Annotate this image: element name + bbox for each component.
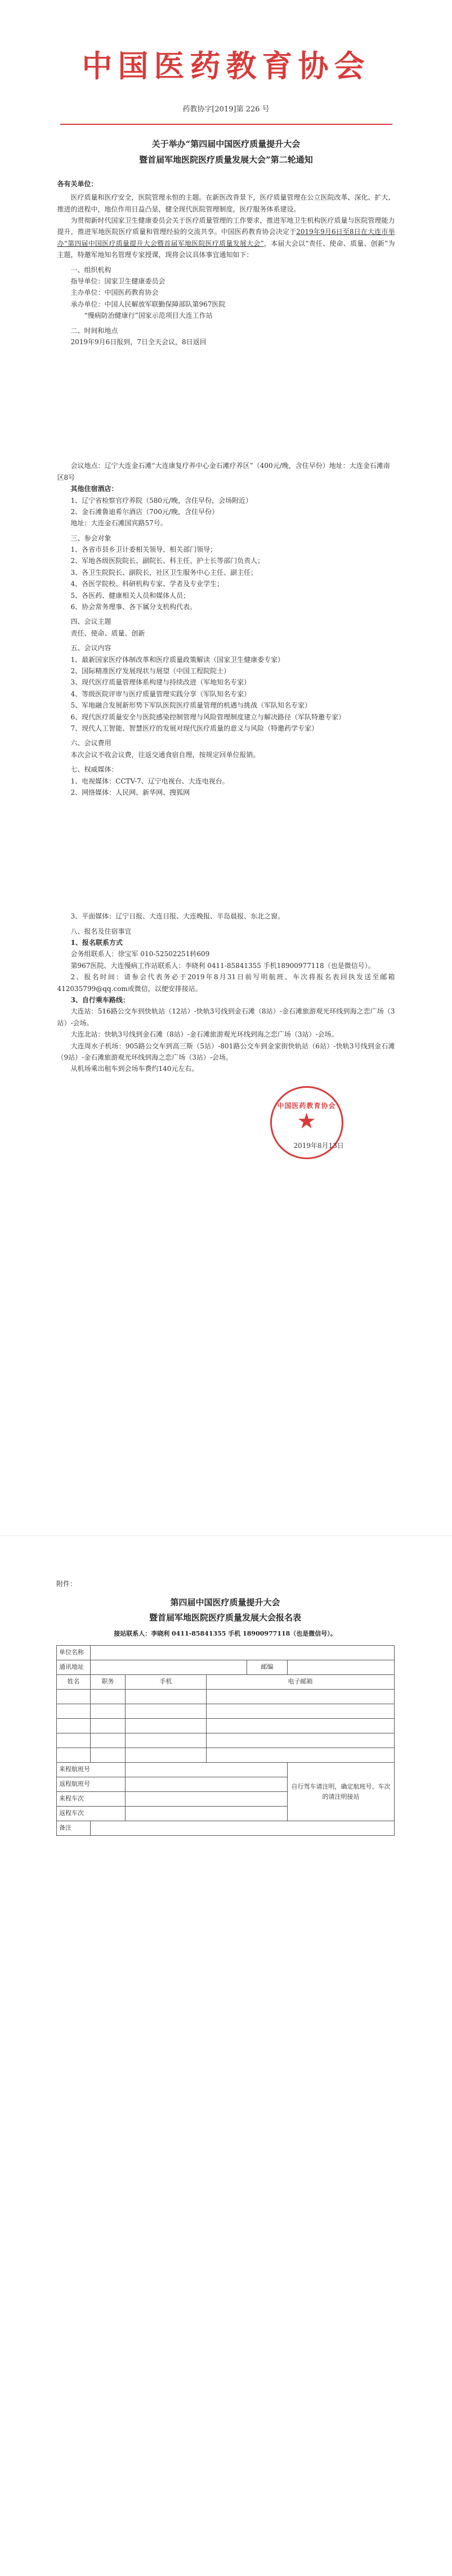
content-5: 5、军地融合发展新形势下军队医院医疗质量管理的机遇与挑战（军队知名专家） xyxy=(70,701,312,710)
venue xyxy=(57,460,395,483)
content-4: 4、等级医院评审与医疗质量管理实践分享（军队知名专家） xyxy=(70,690,251,698)
section-registration: 八、报名及住宿事宜 xyxy=(70,927,132,935)
fee: 本次会议不收会议费，往返交通食宿自理，按规定回单位报销。 xyxy=(70,750,260,759)
blank-space xyxy=(57,798,395,911)
registration-contact-1: 会务组联系人：徐宝军 010-52502251转609 xyxy=(70,950,210,958)
attendee-2: 2、军地各级医院院长、副院长、科主任、护士长等部门负责人； xyxy=(70,557,265,565)
position-header: 职务 xyxy=(91,1675,126,1690)
section-content: 五、会议内容 xyxy=(70,644,111,652)
attachment-title-1: 第四届中国医疗质量提升大会 xyxy=(170,1597,280,1608)
attendee-4: 4、各医学院校、科研机构专家、学者及专业学生； xyxy=(70,580,224,588)
addressee: 各有关单位： xyxy=(57,179,98,188)
signature-area xyxy=(57,1086,395,1170)
table-row xyxy=(57,1646,395,1660)
unit-label: 单位名称 xyxy=(57,1646,91,1660)
address-field[interactable] xyxy=(91,1660,247,1675)
table-row xyxy=(57,1675,395,1690)
notice-body xyxy=(57,178,395,1170)
postcode-label: 邮编 xyxy=(247,1660,288,1675)
signature-date: 2019年8月13日 xyxy=(293,1141,344,1150)
guide-label: 指导单位： xyxy=(70,277,105,286)
star-icon: ★ xyxy=(297,1108,316,1133)
event-date-highlight: 2019年9月6日至8日在大连市举办“第四届中国医疗质量提升大会暨首届军地医院医疗质量发展大会” xyxy=(57,228,395,247)
table-row xyxy=(57,1733,395,1748)
attachment xyxy=(56,1578,394,1836)
guide-unit xyxy=(57,276,395,287)
attachment-contact: 接站联系人：李晓利 0411-85841355 手机 18900977118（也是微信号）。 xyxy=(114,1630,337,1638)
organizer-unit-2: “慢病防治健康行”国家示范项目大连工作站 xyxy=(84,312,213,320)
organizer-value: 中国人民解放军联勤保障部队第967医院 xyxy=(104,300,226,308)
blank-space xyxy=(57,348,395,460)
route-north-station: 大连北站：快轨3号线到金石滩（8站）-金石滩旅游观光环线到海之恋广场（3站）-会场。 xyxy=(70,1030,338,1039)
attendee-6: 6、协会常务理事、各下属分支机构代表。 xyxy=(70,603,197,611)
return-train-field[interactable] xyxy=(126,1807,288,1821)
registration-form xyxy=(56,1645,394,1836)
postcode-field[interactable] xyxy=(288,1660,395,1675)
masthead xyxy=(0,0,452,125)
attachment-label: 附件： xyxy=(56,1580,77,1588)
registration-note: 2、报名时间：请参会代表务必于2019年8月31日前写明航班、车次将报名表回执发送至邮箱412035799@qq.com或微信，以便安排接站。 xyxy=(57,973,395,993)
name-header: 姓名 xyxy=(57,1675,91,1690)
arrival-flight-label: 来程航班号 xyxy=(57,1763,126,1777)
section-attendees: 三、参会对象 xyxy=(70,534,111,542)
organizer-unit xyxy=(57,299,395,310)
notice-title xyxy=(0,136,452,168)
table-row xyxy=(57,1748,395,1763)
attachment-title-2: 暨首届军地医院医疗质量发展大会报名表 xyxy=(149,1613,301,1623)
purpose-text: 为贯彻新时代国家卫生健康委员会关于医疗质量管理的工作要求，推进军地卫生机构医疗质量与医院管理能力提升，推进军地医院医疗质量和管理经验的交流共享。中国医药教育协会决定于 xyxy=(57,217,395,236)
title-line-1: 关于举办“第四届中国医疗质量提升大会 xyxy=(151,138,301,149)
section-media: 七、权威媒体： xyxy=(70,765,118,774)
remarks-field[interactable] xyxy=(91,1821,395,1836)
title-line-2: 暨首届军地医院医疗质量发展大会”第二轮通知 xyxy=(139,155,313,165)
registration-title: 1、报名联系方式 xyxy=(70,939,123,947)
document-number: 药教协字[2019]第 226 号 xyxy=(182,105,270,114)
attendee-5: 5、各医药、健康相关人员和媒体人员； xyxy=(70,591,190,600)
purpose-paragraph xyxy=(57,215,395,261)
org-title: 中国医药教育协会 xyxy=(82,48,370,84)
return-flight-field[interactable] xyxy=(126,1777,288,1792)
registration-table xyxy=(56,1645,395,1836)
guide-value: 国家卫生健康委员会 xyxy=(104,277,165,286)
section-time-place: 二、时间和地点 xyxy=(70,326,118,335)
attendee-3: 3、各卫生院院长、副院长，社区卫生服务中心主任、副主任； xyxy=(70,568,258,577)
hotel-2: 2、金石滩鲁迪希尔酒店（700元/晚，含住早份） xyxy=(70,507,219,516)
content-6: 6、现代医疗质量安全与医院感染控制管理与风险管理制度建立与解决路径（军队特邀专家） xyxy=(70,713,346,721)
content-7: 7、现代人工智能、智慧医疗的发展对现代医疗质量的意义与风险（特邀药学专家） xyxy=(70,724,319,732)
section-fee: 六、会议费用 xyxy=(70,739,111,747)
intro-paragraph: 医疗质量和医疗安全，医院管理永恒的主题。在新医改背景下，医疗质量管理在公立医院改革、深化、扩大、推进的进程中，地位作用日益凸显，健全现代医院管理制度，医疗服务体系建设。 xyxy=(57,193,395,213)
hotel-1: 1、辽宁省检察官疗养院（580元/晚，含住早份，会场附近） xyxy=(70,496,253,505)
route-train-station: 大连站：516路公交车到快轨站（12站）-快轨3号线到金石滩（8站）-金石滩旅游观光环线到海之恋广场（3站）-会场。 xyxy=(57,1007,395,1027)
host-value: 中国医药教育协会 xyxy=(104,289,159,297)
event-time: 2019年9月6日报到，7日全天会议，8日返回 xyxy=(70,337,207,346)
phone-header: 手机 xyxy=(126,1675,207,1690)
unit-field[interactable] xyxy=(91,1646,395,1660)
host-unit xyxy=(57,287,395,298)
table-row xyxy=(57,1660,395,1675)
transport-title: 3、自行乘车路线： xyxy=(70,996,129,1005)
host-label: 主办单位： xyxy=(70,289,105,297)
table-row xyxy=(57,1763,395,1777)
address-label: 通讯地址 xyxy=(57,1660,91,1675)
venue-value: 辽宁大连金石滩“大连康复疗养中心金石滩疗养区”（400元/晚，含住早份）地址：大连金石滩南区8号 xyxy=(57,462,390,481)
venue-label: 会议地点： xyxy=(70,462,105,470)
route-airport: 大连周水子机场：905路公交车到高三斯（5站）-801路公交车到金家街快轨站（6站）-快轨3号线到金石滩（9站）-金石滩旅游观光环线到海之恋广场（3站）-会场。 xyxy=(57,1042,395,1061)
red-divider xyxy=(60,124,392,125)
travel-note: 自行驾车请注明，确定航班号、车次的请注明接站 xyxy=(288,1763,395,1821)
hotel-2-address: 地址：大连金石滩国宾路57号。 xyxy=(70,519,167,528)
arrival-flight-field[interactable] xyxy=(126,1763,288,1777)
attendee-1: 1、各省市县乡卫计委相关领导、相关部门领导； xyxy=(70,546,217,554)
media-3: 3、平面媒体：辽宁日报、大连日报、大连晚报、半岛晨报、东北之窗。 xyxy=(70,912,285,921)
table-row xyxy=(57,1719,395,1733)
other-hotels-label: 其他住宿酒店： xyxy=(70,485,118,493)
section-organization: 一、组织机构 xyxy=(70,265,111,274)
return-flight-label: 返程航班号 xyxy=(57,1777,126,1792)
theme: 责任、使命、质量、创新 xyxy=(70,629,145,637)
table-row xyxy=(57,1704,395,1719)
content-3: 3、现代医疗质量管理体系构建与持续改进（军地知名专家） xyxy=(70,678,251,687)
table-row xyxy=(57,1821,395,1836)
arrival-train-label: 来程车次 xyxy=(57,1792,126,1807)
content-2: 2、国际精准医疗发展现状与展望（中国工程院院士） xyxy=(70,667,231,675)
purpose-tail: ，本届大会以“责任、使命、质量、创新”为主题，特邀军地知名管理专家授课，现将会议具体事宜通知如下： xyxy=(57,239,395,259)
section-theme: 四、会议主题 xyxy=(70,618,111,626)
return-train-label: 返程车次 xyxy=(57,1807,126,1821)
remarks-label: 备注 xyxy=(57,1821,91,1836)
route-fare: 从机场乘出租车到会场车费约140元左右。 xyxy=(70,1065,199,1073)
table-row xyxy=(57,1690,395,1704)
content-1: 1、最新国家医疗体制改革和医疗质量政策解读（国家卫生健康委专家） xyxy=(70,655,285,664)
registration-contact-2: 第967医院、大连慢病工作站联系人：李晓利 0411-85841355 手机18900977118（也是微信号）。 xyxy=(70,961,375,970)
seal-text: 中国医药教育协会 xyxy=(277,1101,336,1110)
page-divider xyxy=(0,1535,452,1536)
media-1: 1、电视媒体：CCTV-7、辽宁电视台、大连电视台。 xyxy=(70,777,229,785)
media-2: 2、网络媒体：人民网、新华网、搜狐网 xyxy=(70,788,190,796)
attachment-title xyxy=(56,1595,394,1625)
arrival-train-field[interactable] xyxy=(126,1792,288,1807)
email-header: 电子邮箱 xyxy=(207,1675,395,1690)
organizer-label: 承办单位： xyxy=(70,300,105,308)
